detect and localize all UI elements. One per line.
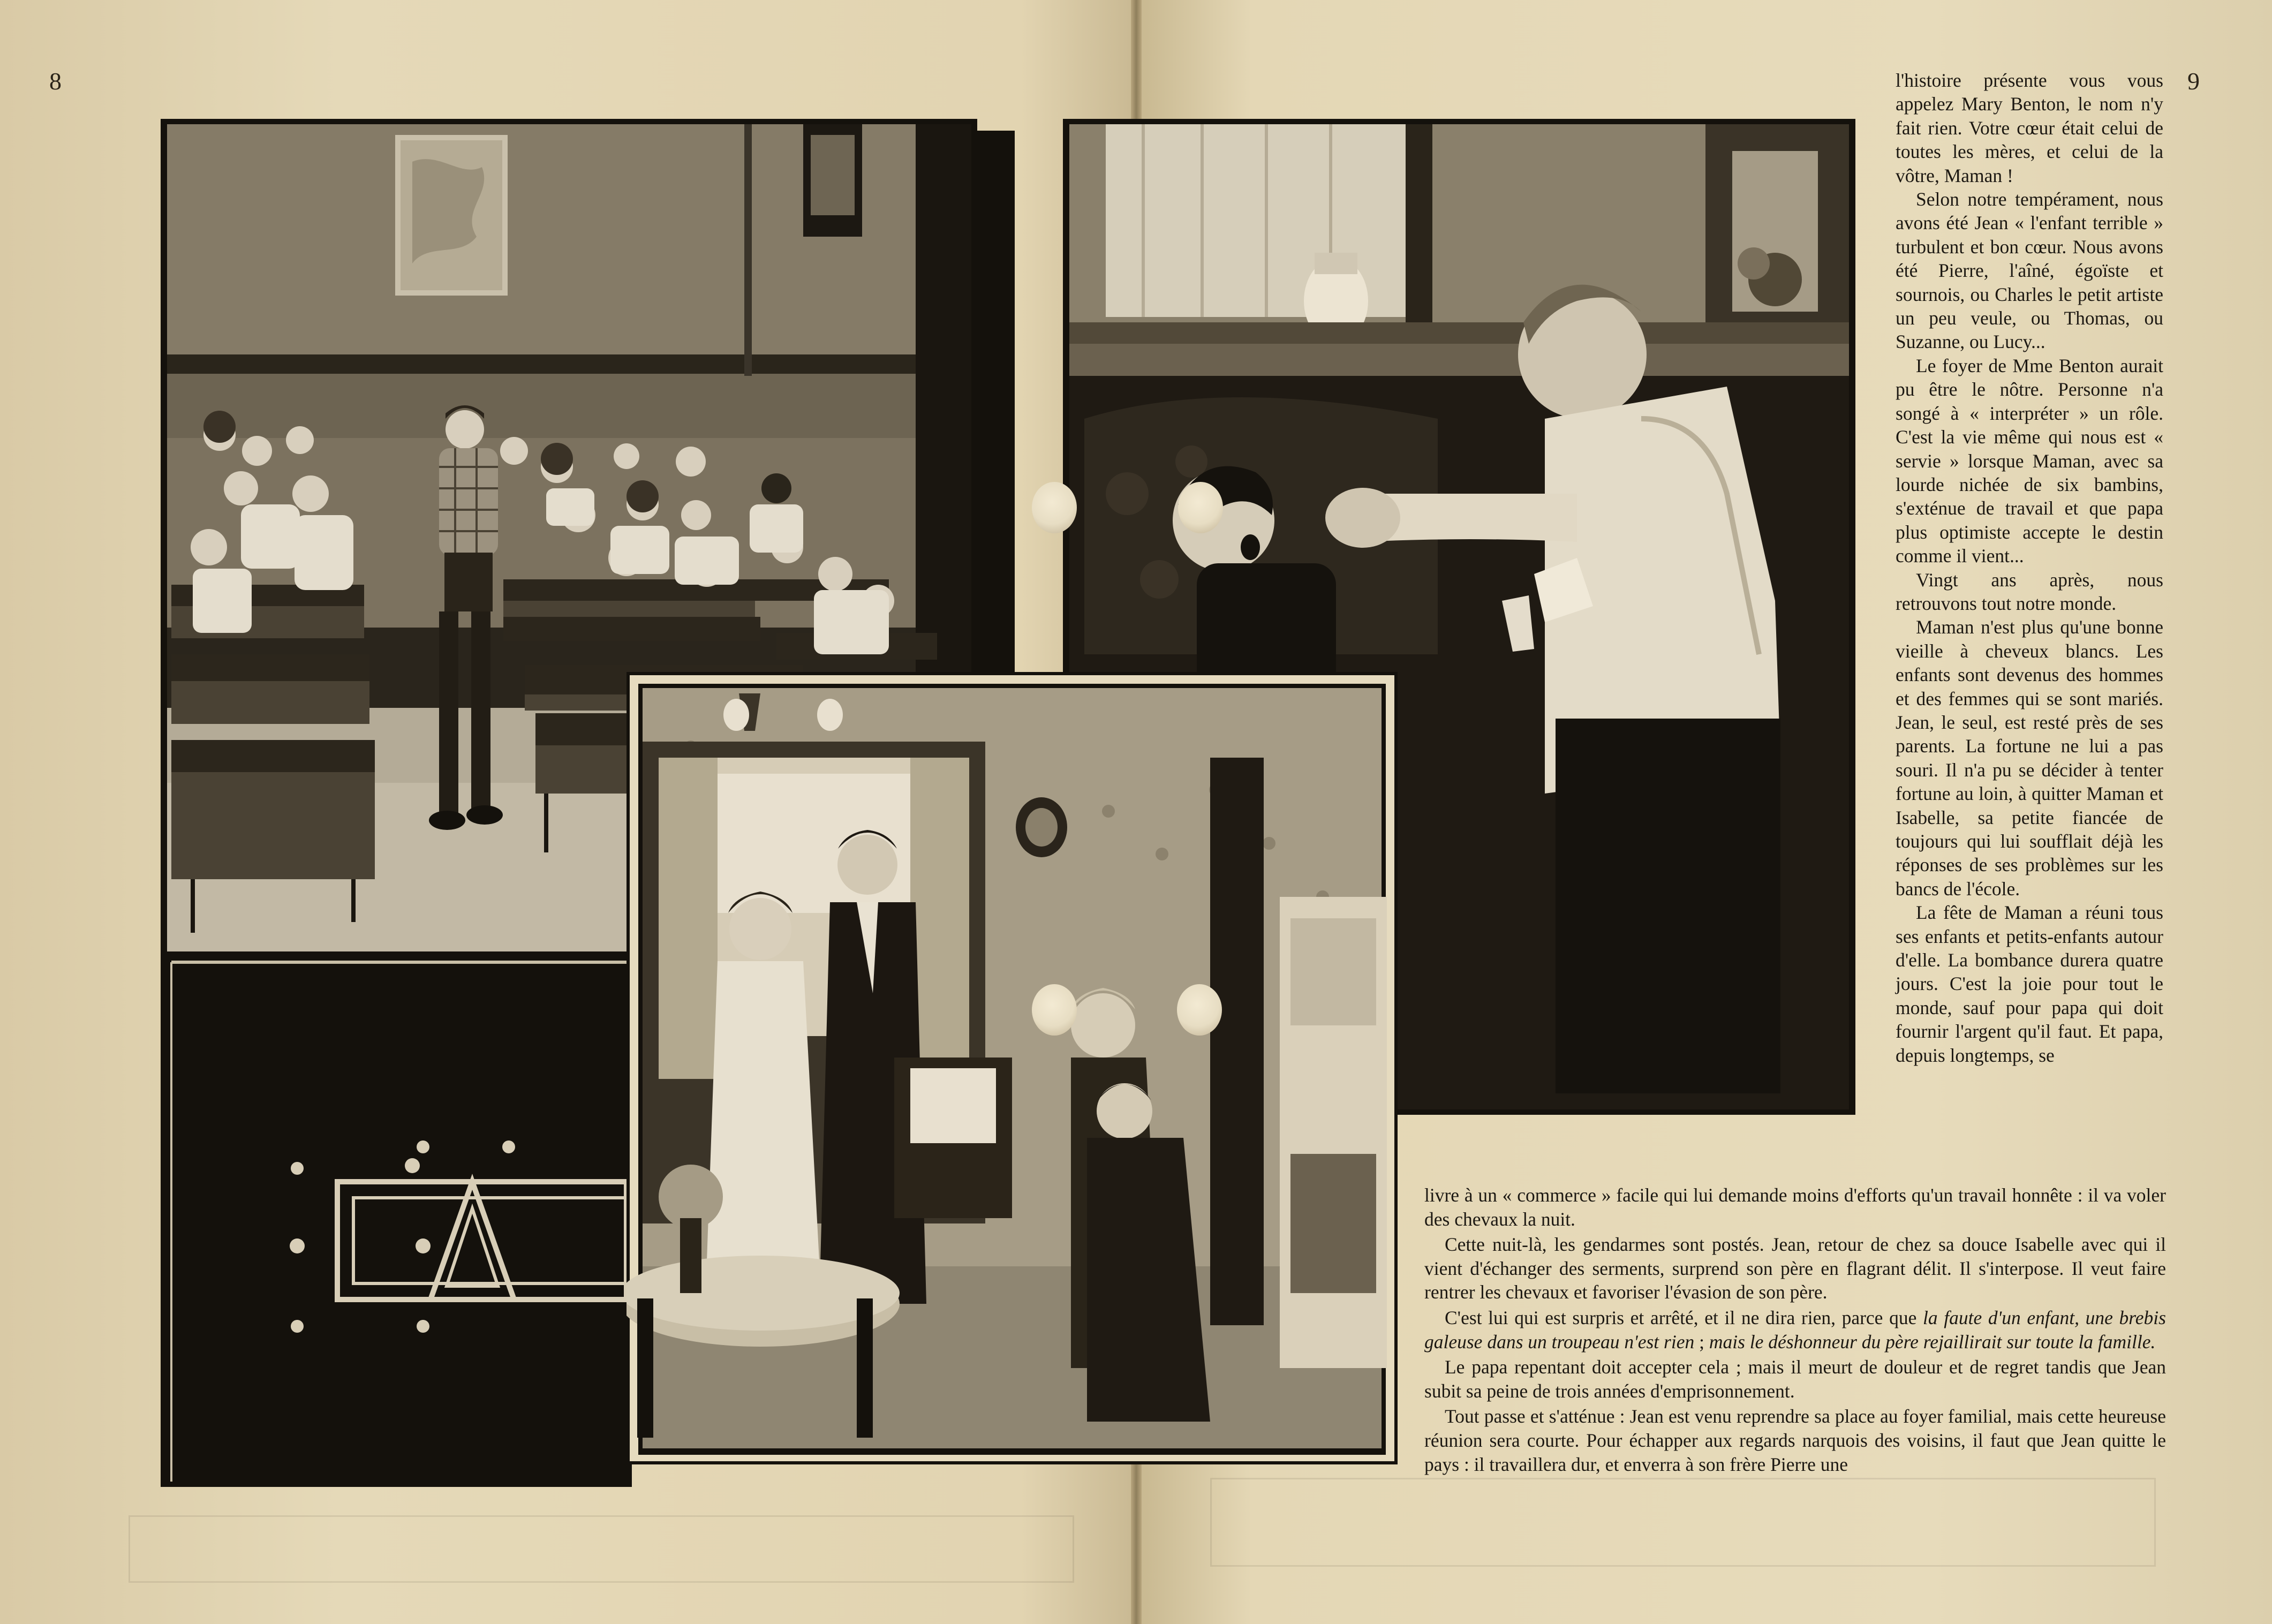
article-column: [1896, 69, 2163, 1067]
text-run: C'est lui qui est surpris et arrêté, et il ne dira rien, parce que: [1445, 1306, 1923, 1328]
column-paragraph: l'histoire présente vous vous appelez Mary Benton, le nom n'y fait rien. Votre cœur était celui de toutes les mères, et celui de la vôtre, Maman !: [1896, 70, 2163, 186]
text-run-italic: la faute d'un enfant, une brebis galeuse dans un troupeau n'est rien: [1424, 1306, 2166, 1353]
bottom-paragraph: livre à un « commerce » facile qui lui demande moins d'efforts qu'un travail honnête : il va voler des chevaux la nuit.: [1424, 1184, 2166, 1230]
page-number-right: 9: [2187, 67, 2200, 95]
punch-hole: [1032, 482, 1077, 533]
page-number-left: 8: [49, 67, 62, 95]
family-scene: [627, 672, 1398, 1464]
column-paragraph: Le foyer de Mme Benton aurait pu être le nôtre. Personne n'a songé à « interpréter » un rôle. C'est la vie même qui nous est « servie » lorsque Maman, avec sa lourde nichée de six bambins, s'exténue de travail et que papa plus optimiste accepte le destin comme il vient...: [1896, 354, 2163, 567]
show-through-ad-left: [129, 1515, 1074, 1583]
bottom-paragraph: Tout passe et s'atténue : Jean est venu reprendre sa place au foyer familial, mais cette heureuse réunion sera courte. Pour échapper aux regards narquois des voisins, il faut que Jean quitte le pays : il travaillera dur, et enverra à son frère Pierre une: [1424, 1406, 2166, 1475]
column-paragraph: Selon notre tempérament, nous avons été Jean « l'enfant terrible » turbulent et bon cœur. Nous avons été Pierre, l'aîné, égoïste et sournois, ou Charles le petit artiste un peu veule, ou Thomas, ou Suzanne, ou Lucy...: [1896, 188, 2163, 353]
punch-hole: [1177, 984, 1222, 1036]
column-paragraph: La fête de Maman a réuni tous ses enfants et petits-enfants autour d'elle. La bombance durera quatre jours. C'est la joie pour tout le monde, sauf pour papa qui doit fournir l'argent qu'il faut. Et papa, depuis longtemps, se: [1896, 902, 2163, 1066]
text-run: ;: [1694, 1331, 1709, 1353]
bottom-paragraph: Cette nuit-là, les gendarmes sont postés. Jean, retour de chez sa douce Isabelle avec qui il vient d'échanger des serments, surprend son père en flagrant délit. Il s'interpose. Il veut faire rentrer les chevaux et favoriser l'évasion de son père.: [1424, 1234, 2166, 1303]
column-paragraph: Maman n'est plus qu'une bonne vieille à cheveux blancs. Les enfants sont devenus des hommes et des femmes qui se sont mariés. Jean, le seul, est resté près de ses parents. La fortune ne lui a pas souri. Il n'a pu se décider à tenter fortune au loin, à quitter Maman et Isabelle, sa petite fiancée de toujours qui lui soufflait déjà les réponses de ses problèmes sur les bancs de l'école.: [1896, 616, 2163, 900]
decorative-panel: [161, 957, 632, 1487]
bottom-paragraph: Le papa repentant doit accepter cela ; mais il meurt de douleur et de regret tandis que Jean subit sa peine de trois années d'emprisonnement.: [1424, 1356, 2166, 1402]
text-run-italic: mais le déshonneur du père rejaillirait sur toute la famille.: [1709, 1331, 2156, 1353]
punch-hole: [1032, 984, 1077, 1036]
column-paragraph: Vingt ans après, nous retrouvons tout notre monde.: [1896, 569, 2163, 614]
show-through-ad-right: [1210, 1478, 2156, 1567]
bottom-paragraph: [1424, 1306, 2166, 1354]
punch-hole: [1178, 482, 1223, 533]
article-bottom-text: [1424, 1183, 2166, 1478]
family-photo: [627, 672, 1398, 1464]
